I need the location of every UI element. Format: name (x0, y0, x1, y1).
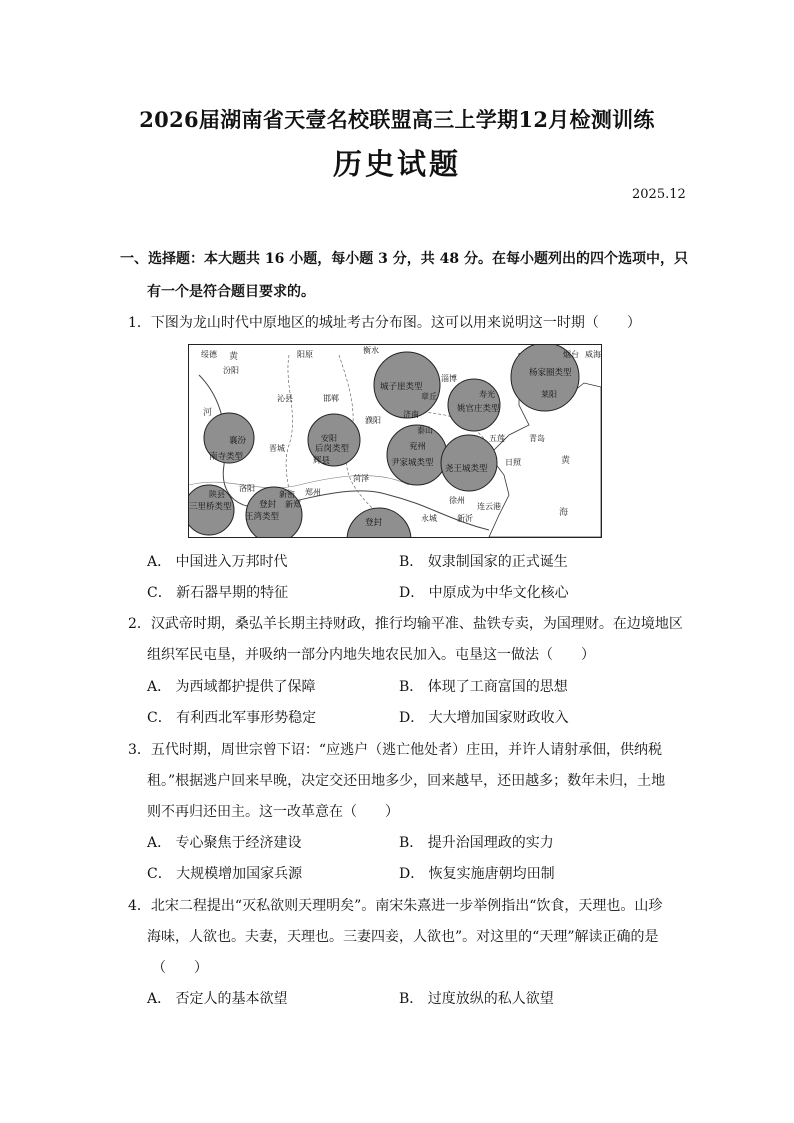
site-label: 杨家圈类型 (529, 368, 572, 378)
map-label: 寿光 (479, 390, 495, 399)
map-label: 黄 (229, 352, 239, 362)
map-label: 陕县 (209, 490, 225, 499)
map-label: 衡水 (363, 346, 379, 355)
site-label: 登封 (259, 500, 277, 510)
map-label: 济南 (403, 410, 419, 419)
q3-option-a: A． 专心聚焦于经济建设 (147, 835, 302, 851)
q1-option-a: A． 中国进入万邦时代 (147, 554, 288, 570)
q2-option-a: A． 为西域都护提供了保障 (147, 679, 316, 695)
map-label: 新密 (279, 490, 295, 499)
map-label: 安阳 (321, 434, 337, 443)
q3-option-b: B． 提升治国理政的实力 (399, 835, 554, 851)
map-label: 郑州 (305, 488, 321, 497)
q2-option-c: C． 有利西北军事形势稳定 (147, 710, 317, 726)
map-label: 沁县 (277, 394, 293, 403)
q2-option-d: D． 大大增加国家财政收入 (399, 710, 569, 726)
map-label: 海 (559, 508, 569, 518)
q3-option-d: D． 恢复实施唐朝均田制 (399, 866, 555, 882)
site-label: 登封 (365, 518, 383, 528)
subject-title: 历史试题 (332, 147, 461, 181)
map-label: 连云港 (477, 502, 501, 511)
site-circle-yaowangcheng (441, 435, 497, 491)
q1-option-d: D． 中原成为中华文化核心 (399, 585, 569, 601)
map-label: 濮阳 (365, 416, 381, 425)
map-label: 汾阳 (223, 366, 239, 375)
exam-date: 2025.12 (632, 187, 686, 202)
map-label: 泰山 (417, 426, 433, 435)
map-label: 河 (203, 408, 213, 418)
site-label: 南寺类型 (209, 452, 244, 462)
longshan-site-map (188, 344, 602, 538)
section-heading-line1: 一、选择题：本大题共 16 小题，每小题 3 分，共 48 分。在每小题列出的四个选项中，只 (120, 251, 688, 267)
map-label: 章丘 (421, 392, 437, 401)
site-label: 王湾类型 (245, 512, 280, 522)
q1-option-b: B． 奴隶制国家的正式诞生 (399, 554, 568, 570)
site-label: 兖州 (409, 442, 427, 452)
map-label: 新郑 (285, 500, 301, 509)
map-label: 邯郸 (323, 394, 339, 403)
map-label: 烟台 (563, 350, 579, 359)
question-4-stem-line2: 海味，人欲也。夫妻，天理也。三妻四妾，人欲也”。对这里的“天理”解读正确的是 (147, 929, 659, 945)
map-label: 洛阳 (239, 484, 255, 493)
map-label: 黄 (561, 456, 571, 466)
q3-option-c: C． 大规模增加国家兵源 (147, 866, 303, 882)
site-label: 后岗类型 (315, 444, 350, 454)
section-heading-line2: 有一个是符合题目要求的。 (147, 284, 315, 300)
map-label: 晋城 (269, 444, 285, 453)
exam-title: 2026届湖南省天壹名校联盟高三上学期12月检测训练 (139, 107, 655, 132)
site-label: 三里桥类型 (189, 502, 232, 512)
question-1-stem: 1．下图为龙山时代中原地区的城址考古分布图。这可以用来说明这一时期（ ） (128, 315, 641, 331)
question-2-stem-line2: 组织军民屯垦，并吸纳一部分内地失地农民加入。屯垦这一做法（ ） (147, 647, 595, 663)
map-label: 菏泽 (353, 474, 369, 483)
map-label: 徐州 (449, 496, 465, 505)
question-3-stem-line3: 则不再归还田主。这一改革意在（ ） (147, 804, 399, 820)
site-label: 姚官庄类型 (457, 404, 500, 414)
site-label: 尧王城类型 (445, 464, 488, 474)
map-label: 永城 (421, 514, 437, 523)
map-label: 绥德 (201, 350, 217, 359)
question-2-stem-line1: 2．汉武帝时期，桑弘羊长期主持财政，推行均输平准、盐铁专卖，为国理财。在边境地区 (128, 616, 683, 632)
map-label: 五莲 (489, 434, 505, 443)
site-label: 辉县 (313, 456, 331, 466)
map-label: 青岛 (529, 434, 545, 443)
map-label: 淄博 (441, 374, 457, 383)
site-label: 襄汾 (229, 436, 247, 446)
question-3-stem-line2: 租。”根据逃户回来早晚，决定交还田地多少，回来越早，还田越多；数年未归，土地 (147, 773, 666, 789)
site-label: 尹家城类型 (391, 458, 434, 468)
map-label: 新沂 (457, 514, 473, 523)
q2-option-b: B． 体现了工商富国的思想 (399, 679, 568, 695)
q1-option-c: C． 新石器早期的特征 (147, 585, 289, 601)
question-4-stem-line3: （ ） (152, 960, 208, 976)
question-4-stem-line1: 4．北宋二程提出“灭私欲则天理明矣”。南宋朱熹进一步举例指出“饮食，天理也。山珍 (128, 898, 663, 914)
map-figure (189, 345, 601, 537)
q4-option-a: A． 否定人的基本欲望 (147, 991, 288, 1007)
map-label: 威海 (585, 350, 601, 359)
river-2 (189, 476, 409, 488)
map-label: 日照 (505, 458, 521, 467)
q4-option-b: B． 过度放纵的私人欲望 (399, 991, 554, 1007)
map-label: 阳原 (297, 350, 313, 359)
map-label: 莱阳 (541, 390, 557, 399)
site-label: 城子崖类型 (380, 382, 423, 392)
question-3-stem-line1: 3．五代时期，周世宗曾下诏：“应逃户（逃亡他处者）庄田，并许人请射承佃，供纳税 (128, 742, 663, 758)
